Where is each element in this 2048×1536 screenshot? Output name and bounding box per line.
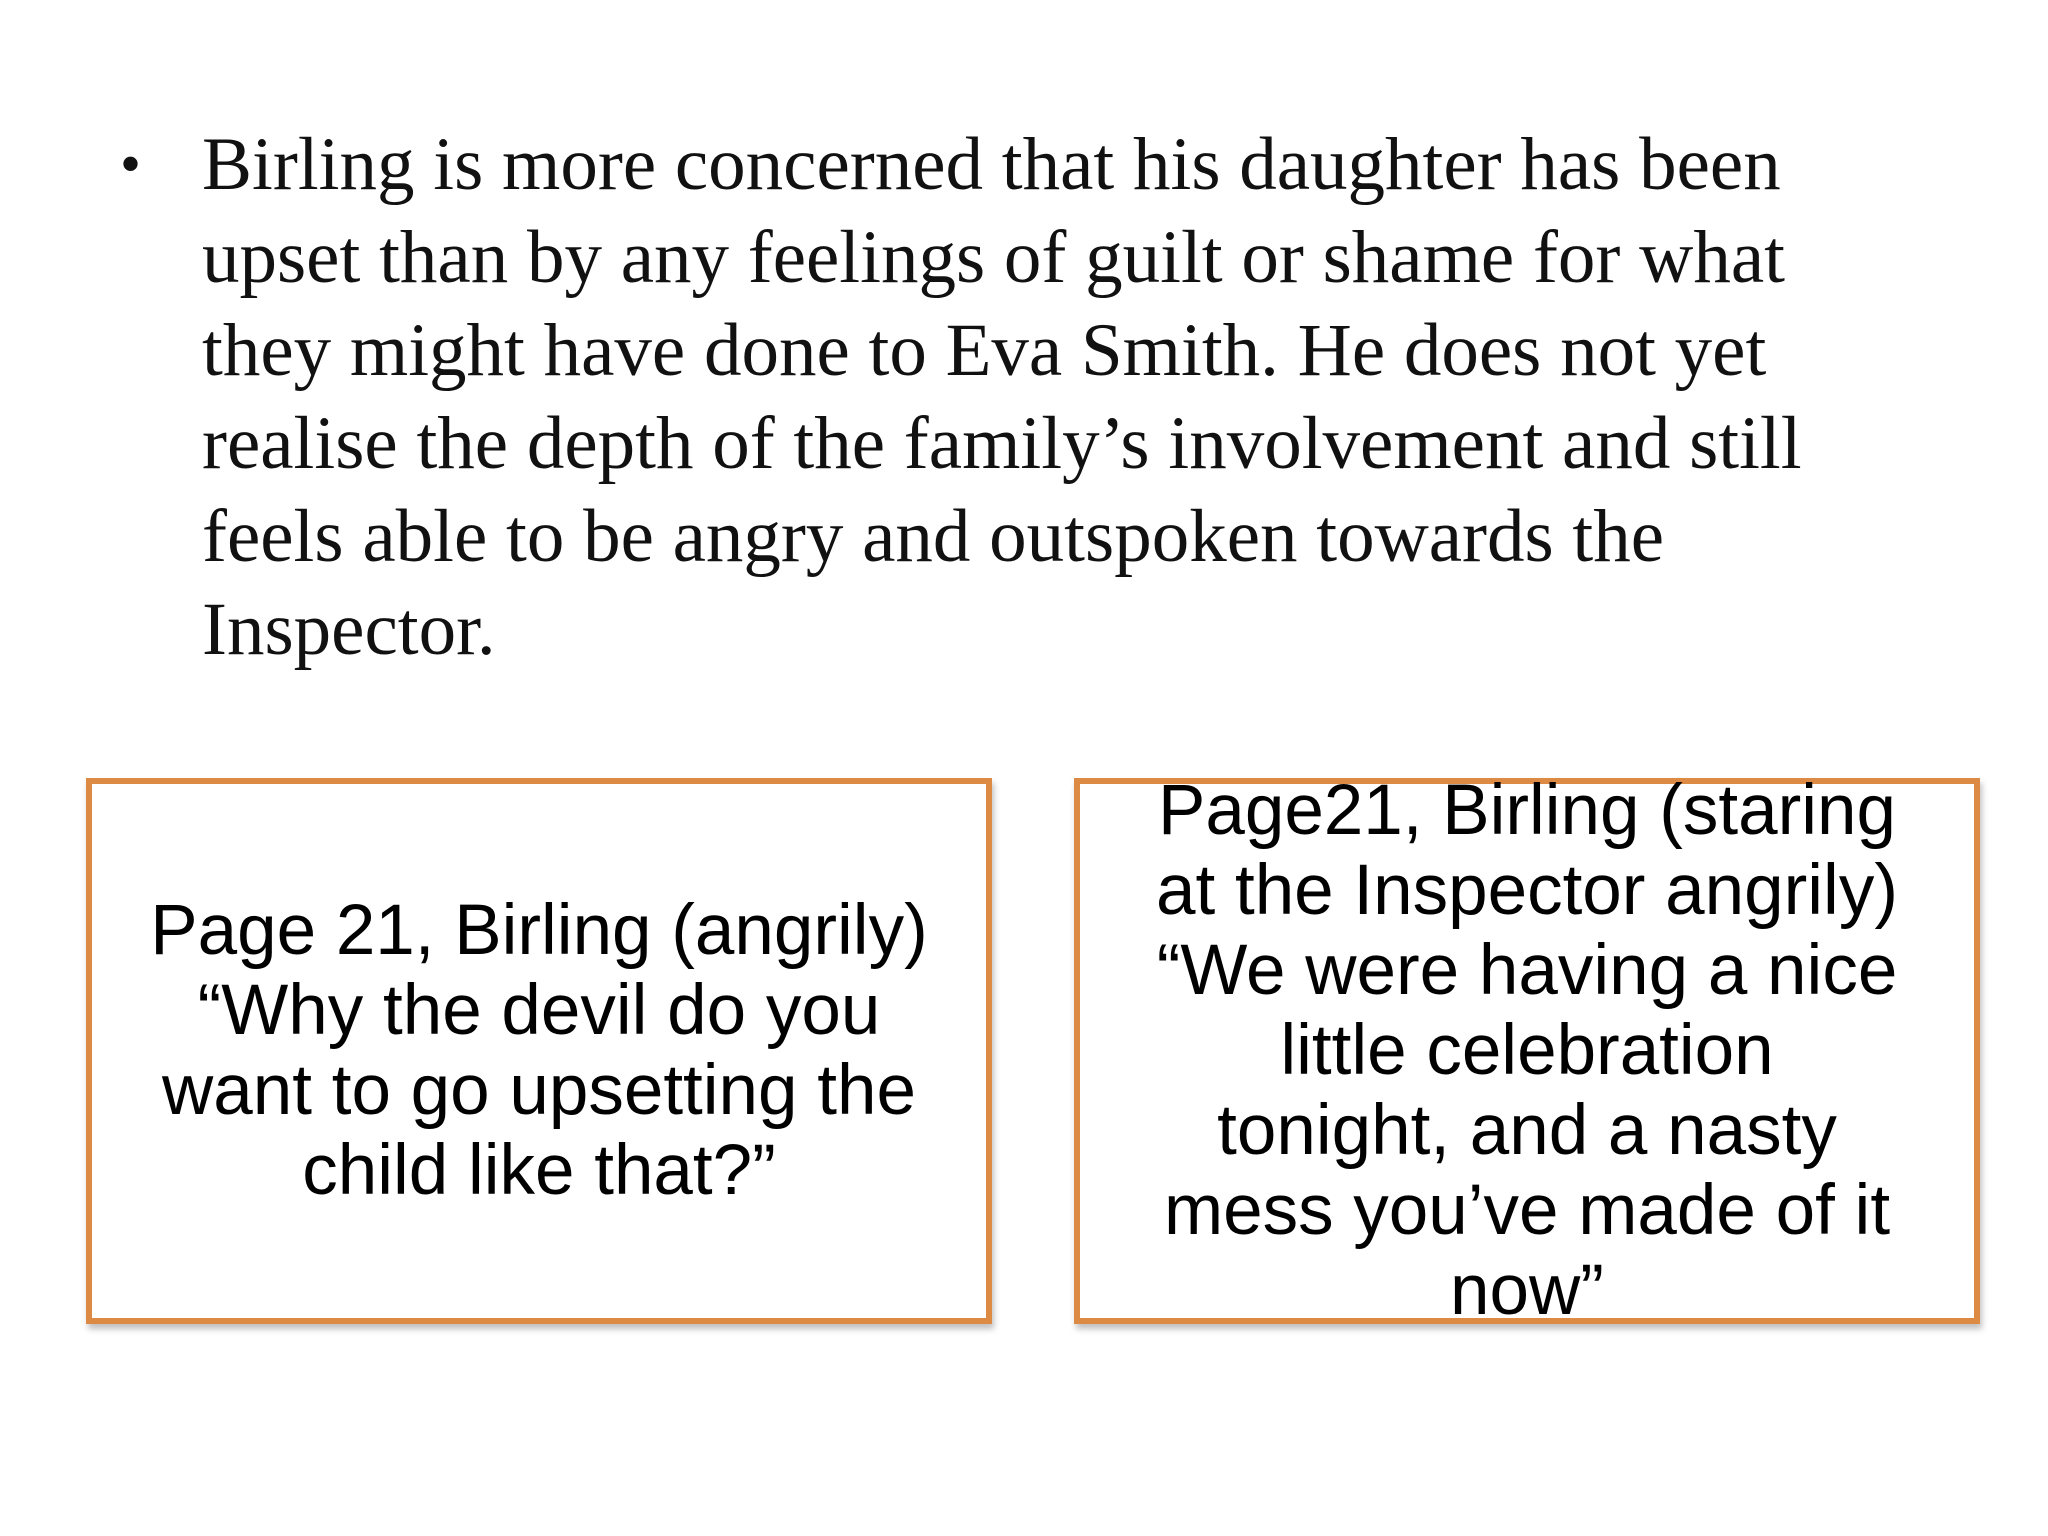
quote-box-right	[1074, 771, 1980, 1330]
quote-box-left	[86, 778, 992, 1324]
bullet-text: Birling is more concerned that his daughter has been upset than by any feelings of guilt or shame for what they might have done to Eva Smith. He does not yet realise the depth of the family’s involvement and still feels able to be angry and outspoken towards the Inspector.	[202, 123, 1802, 671]
bullet-paragraph	[120, 118, 1880, 676]
quote-text-left: Page 21, Birling (angrily) “Why the devil do you want to go upsetting the child like that?”	[150, 891, 928, 1210]
quote-text-right: Page21, Birling (staring at the Inspector angrily) “We were having a nice little celebration tonight, and a nasty mess you’ve made of it now”	[1156, 771, 1898, 1330]
bullet-dot-icon: •	[120, 131, 142, 197]
